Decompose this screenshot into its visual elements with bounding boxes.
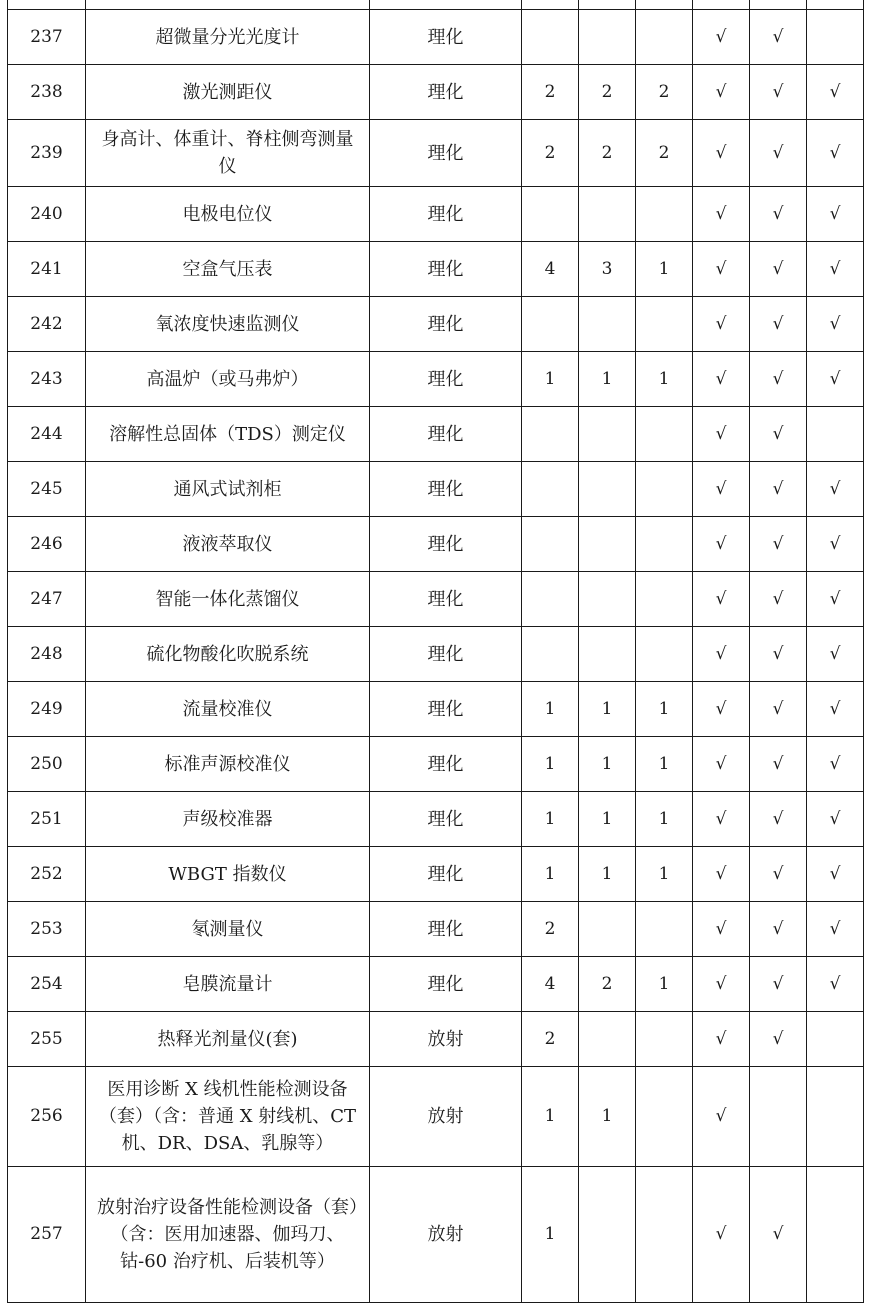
count-2-cell: 1 <box>579 737 636 792</box>
table-row <box>8 10 864 65</box>
row-number-cell: 242 <box>8 297 86 352</box>
count-3-cell <box>636 187 693 242</box>
check-1-cell: √ <box>693 120 750 187</box>
check-1-cell: √ <box>693 242 750 297</box>
count-1-cell: 1 <box>522 1067 579 1167</box>
row-number-cell: 239 <box>8 120 86 187</box>
check-2-cell: √ <box>750 572 807 627</box>
row-number-cell: 243 <box>8 352 86 407</box>
table-row <box>8 242 864 297</box>
equipment-name-cell: 激光测距仪 <box>86 65 370 120</box>
equipment-name-cell: 通风式试剂柜 <box>86 462 370 517</box>
row-number-cell: 255 <box>8 1012 86 1067</box>
count-1-cell: 4 <box>522 242 579 297</box>
table-body <box>8 0 864 1303</box>
count-2-cell: 1 <box>579 1067 636 1167</box>
row-number-cell: 246 <box>8 517 86 572</box>
table-row-partial <box>8 0 864 10</box>
equipment-name-cell: 皂膜流量计 <box>86 957 370 1012</box>
check-2-cell: √ <box>750 1167 807 1303</box>
equipment-table <box>7 0 864 1303</box>
table-row <box>8 120 864 187</box>
category-cell: 放射 <box>370 1067 522 1167</box>
check-1-cell: √ <box>693 627 750 682</box>
count-3-cell: 1 <box>636 792 693 847</box>
equipment-name-cell: 智能一体化蒸馏仪 <box>86 572 370 627</box>
check-1-cell: √ <box>693 847 750 902</box>
count-1-cell: 2 <box>522 902 579 957</box>
row-number-cell: 251 <box>8 792 86 847</box>
count-2-cell <box>579 572 636 627</box>
table-row <box>8 792 864 847</box>
category-cell: 理化 <box>370 902 522 957</box>
count-3-cell: 2 <box>636 65 693 120</box>
count-2-cell <box>579 1012 636 1067</box>
table-row <box>8 1067 864 1167</box>
count-3-cell: 1 <box>636 352 693 407</box>
row-number-cell: 252 <box>8 847 86 902</box>
count-3-cell <box>636 517 693 572</box>
check-1-cell: √ <box>693 737 750 792</box>
table-row <box>8 352 864 407</box>
count-3-cell <box>636 1067 693 1167</box>
check-2-cell: √ <box>750 462 807 517</box>
count-3-cell: 1 <box>636 957 693 1012</box>
category-cell: 理化 <box>370 957 522 1012</box>
count-1-cell: 1 <box>522 352 579 407</box>
table-row <box>8 1167 864 1303</box>
count-1-cell <box>522 627 579 682</box>
count-2-cell: 2 <box>579 957 636 1012</box>
row-number-cell: 254 <box>8 957 86 1012</box>
row-number-cell: 256 <box>8 1067 86 1167</box>
table-row <box>8 902 864 957</box>
check-2-cell <box>750 1067 807 1167</box>
check-2-cell: √ <box>750 517 807 572</box>
equipment-name-cell: 热释光剂量仪(套) <box>86 1012 370 1067</box>
check-2-cell: √ <box>750 65 807 120</box>
check-2-cell: √ <box>750 627 807 682</box>
table-row <box>8 517 864 572</box>
category-cell: 理化 <box>370 352 522 407</box>
check-1-cell: √ <box>693 517 750 572</box>
count-1-cell <box>522 407 579 462</box>
equipment-name-cell: WBGT 指数仪 <box>86 847 370 902</box>
check-3-cell: √ <box>807 120 864 187</box>
row-number-cell: 247 <box>8 572 86 627</box>
row-number-cell: 241 <box>8 242 86 297</box>
count-2-cell <box>579 407 636 462</box>
category-cell: 理化 <box>370 792 522 847</box>
check-1-cell: √ <box>693 792 750 847</box>
count-3-cell <box>636 627 693 682</box>
equipment-name-cell: 放射治疗设备性能检测设备（套）（含：医用加速器、伽玛刀、钴-60 治疗机、后装机等） <box>86 1167 370 1303</box>
equipment-name-cell: 流量校准仪 <box>86 682 370 737</box>
check-2-cell: √ <box>750 902 807 957</box>
equipment-name-cell: 液液萃取仪 <box>86 517 370 572</box>
count-2-cell <box>579 627 636 682</box>
count-3-cell: 1 <box>636 682 693 737</box>
check-3-cell <box>807 1067 864 1167</box>
count-2-cell <box>579 297 636 352</box>
check-1-cell: √ <box>693 957 750 1012</box>
check-3-cell: √ <box>807 957 864 1012</box>
check-2-cell: √ <box>750 407 807 462</box>
check-1-cell: √ <box>693 1167 750 1303</box>
count-1-cell <box>522 297 579 352</box>
category-cell: 理化 <box>370 517 522 572</box>
count-3-cell <box>636 572 693 627</box>
check-3-cell: √ <box>807 242 864 297</box>
count-1-cell: 2 <box>522 1012 579 1067</box>
check-2-cell: √ <box>750 1012 807 1067</box>
count-1-cell: 2 <box>522 65 579 120</box>
count-3-cell <box>636 462 693 517</box>
check-3-cell <box>807 1012 864 1067</box>
count-1-cell <box>522 572 579 627</box>
count-3-cell: 1 <box>636 737 693 792</box>
category-cell: 放射 <box>370 1167 522 1303</box>
check-3-cell <box>807 1167 864 1303</box>
category-cell: 理化 <box>370 847 522 902</box>
check-1-cell: √ <box>693 352 750 407</box>
count-1-cell: 1 <box>522 682 579 737</box>
check-3-cell: √ <box>807 682 864 737</box>
count-3-cell <box>636 297 693 352</box>
equipment-name-cell: 医用诊断 X 线机性能检测设备（套）（含：普通 X 射线机、CT 机、DR、DSA、乳腺等） <box>86 1067 370 1167</box>
category-cell: 放射 <box>370 1012 522 1067</box>
equipment-name-cell: 电极电位仪 <box>86 187 370 242</box>
check-3-cell <box>807 407 864 462</box>
count-2-cell: 1 <box>579 682 636 737</box>
equipment-name-cell: 高温炉（或马弗炉） <box>86 352 370 407</box>
category-cell: 理化 <box>370 297 522 352</box>
check-2-cell: √ <box>750 847 807 902</box>
check-3-cell: √ <box>807 65 864 120</box>
count-1-cell <box>522 517 579 572</box>
count-3-cell <box>636 10 693 65</box>
check-1-cell: √ <box>693 682 750 737</box>
count-1-cell: 4 <box>522 957 579 1012</box>
table-row <box>8 627 864 682</box>
table-row <box>8 847 864 902</box>
count-3-cell <box>636 1167 693 1303</box>
category-cell: 理化 <box>370 572 522 627</box>
count-2-cell <box>579 517 636 572</box>
count-3-cell <box>636 902 693 957</box>
check-1-cell: √ <box>693 1067 750 1167</box>
count-2-cell: 1 <box>579 847 636 902</box>
category-cell: 理化 <box>370 627 522 682</box>
category-cell: 理化 <box>370 737 522 792</box>
count-2-cell: 2 <box>579 65 636 120</box>
equipment-name-cell: 标准声源校准仪 <box>86 737 370 792</box>
check-2-cell: √ <box>750 120 807 187</box>
check-3-cell: √ <box>807 517 864 572</box>
count-3-cell: 2 <box>636 120 693 187</box>
check-3-cell: √ <box>807 792 864 847</box>
row-number-cell: 238 <box>8 65 86 120</box>
check-3-cell: √ <box>807 902 864 957</box>
equipment-name-cell: 硫化物酸化吹脱系统 <box>86 627 370 682</box>
table-row <box>8 65 864 120</box>
check-1-cell: √ <box>693 407 750 462</box>
category-cell: 理化 <box>370 10 522 65</box>
row-number-cell: 249 <box>8 682 86 737</box>
check-1-cell: √ <box>693 297 750 352</box>
row-number-cell: 245 <box>8 462 86 517</box>
check-1-cell: √ <box>693 65 750 120</box>
category-cell: 理化 <box>370 242 522 297</box>
count-1-cell: 1 <box>522 847 579 902</box>
table-row <box>8 187 864 242</box>
count-3-cell <box>636 407 693 462</box>
category-cell: 理化 <box>370 65 522 120</box>
check-2-cell: √ <box>750 297 807 352</box>
row-number-cell: 253 <box>8 902 86 957</box>
category-cell: 理化 <box>370 462 522 517</box>
count-2-cell: 2 <box>579 120 636 187</box>
row-number-cell: 248 <box>8 627 86 682</box>
count-2-cell <box>579 1167 636 1303</box>
check-2-cell: √ <box>750 242 807 297</box>
count-1-cell: 1 <box>522 792 579 847</box>
count-2-cell <box>579 462 636 517</box>
count-1-cell <box>522 10 579 65</box>
check-1-cell: √ <box>693 187 750 242</box>
count-2-cell <box>579 10 636 65</box>
check-3-cell: √ <box>807 462 864 517</box>
check-3-cell: √ <box>807 187 864 242</box>
table-row <box>8 682 864 737</box>
check-1-cell: √ <box>693 10 750 65</box>
row-number-cell: 244 <box>8 407 86 462</box>
row-number-cell: 240 <box>8 187 86 242</box>
count-1-cell: 1 <box>522 737 579 792</box>
row-number-cell: 237 <box>8 10 86 65</box>
table-row <box>8 297 864 352</box>
check-1-cell: √ <box>693 902 750 957</box>
row-number-cell: 257 <box>8 1167 86 1303</box>
check-2-cell: √ <box>750 10 807 65</box>
count-3-cell: 1 <box>636 242 693 297</box>
check-2-cell: √ <box>750 792 807 847</box>
count-1-cell <box>522 187 579 242</box>
equipment-name-cell: 空盒气压表 <box>86 242 370 297</box>
check-3-cell: √ <box>807 572 864 627</box>
category-cell: 理化 <box>370 120 522 187</box>
count-1-cell: 2 <box>522 120 579 187</box>
count-2-cell <box>579 187 636 242</box>
count-1-cell <box>522 462 579 517</box>
check-2-cell: √ <box>750 187 807 242</box>
table-row <box>8 462 864 517</box>
equipment-name-cell: 声级校准器 <box>86 792 370 847</box>
equipment-name-cell: 氡测量仪 <box>86 902 370 957</box>
check-3-cell: √ <box>807 352 864 407</box>
check-1-cell: √ <box>693 462 750 517</box>
count-2-cell: 3 <box>579 242 636 297</box>
equipment-name-cell: 溶解性总固体（TDS）测定仪 <box>86 407 370 462</box>
check-3-cell: √ <box>807 847 864 902</box>
check-2-cell: √ <box>750 352 807 407</box>
category-cell: 理化 <box>370 187 522 242</box>
count-1-cell: 1 <box>522 1167 579 1303</box>
category-cell: 理化 <box>370 682 522 737</box>
check-1-cell: √ <box>693 1012 750 1067</box>
count-2-cell <box>579 902 636 957</box>
table-row <box>8 407 864 462</box>
equipment-name-cell: 超微量分光光度计 <box>86 10 370 65</box>
check-3-cell <box>807 10 864 65</box>
check-3-cell: √ <box>807 737 864 792</box>
table-row <box>8 1012 864 1067</box>
count-3-cell: 1 <box>636 847 693 902</box>
check-3-cell: √ <box>807 297 864 352</box>
equipment-name-cell: 氧浓度快速监测仪 <box>86 297 370 352</box>
table-row <box>8 572 864 627</box>
check-2-cell: √ <box>750 957 807 1012</box>
table-row <box>8 957 864 1012</box>
count-3-cell <box>636 1012 693 1067</box>
check-1-cell: √ <box>693 572 750 627</box>
row-number-cell: 250 <box>8 737 86 792</box>
count-2-cell: 1 <box>579 352 636 407</box>
count-2-cell: 1 <box>579 792 636 847</box>
check-2-cell: √ <box>750 737 807 792</box>
check-3-cell: √ <box>807 627 864 682</box>
category-cell: 理化 <box>370 407 522 462</box>
check-2-cell: √ <box>750 682 807 737</box>
equipment-name-cell: 身高计、体重计、脊柱侧弯测量仪 <box>86 120 370 187</box>
table-row <box>8 737 864 792</box>
